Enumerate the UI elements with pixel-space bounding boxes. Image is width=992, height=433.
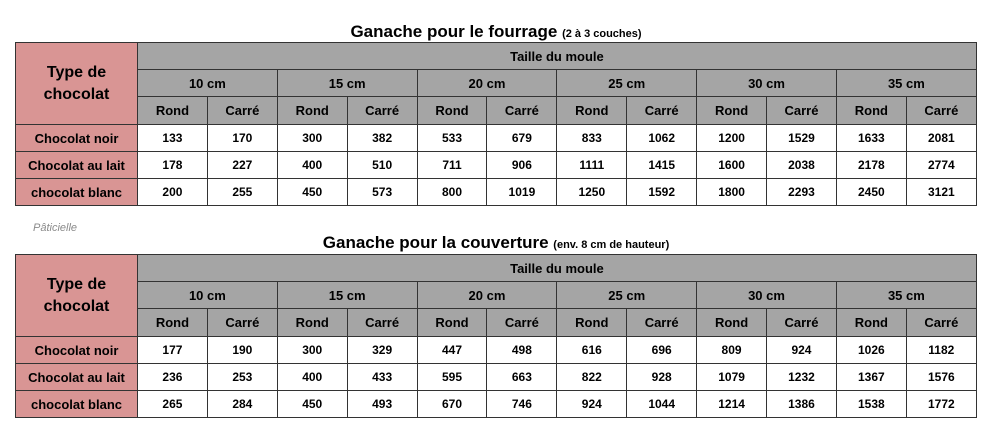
size-header-cell: 30 cm <box>697 70 837 97</box>
shape-header-cell: Carré <box>627 97 697 125</box>
shape-header-cell: Rond <box>557 97 627 125</box>
value-cell: 284 <box>207 391 277 418</box>
value-cell: 3121 <box>906 179 976 206</box>
row-label-cell: chocolat blanc <box>16 391 138 418</box>
row-label-cell: Chocolat noir <box>16 125 138 152</box>
value-cell: 498 <box>487 337 557 364</box>
value-cell: 1576 <box>906 364 976 391</box>
type-header-line1: Type de <box>46 63 107 81</box>
shape-header-cell: Rond <box>417 97 487 125</box>
size-header-cell: 15 cm <box>277 282 417 309</box>
shape-header-cell: Rond <box>277 309 347 337</box>
value-cell: 510 <box>347 152 417 179</box>
value-cell: 2178 <box>836 152 906 179</box>
value-cell: 1062 <box>627 125 697 152</box>
value-cell: 190 <box>207 337 277 364</box>
group-header-cell: Taille du moule <box>138 43 977 70</box>
size-header-cell: 20 cm <box>417 70 557 97</box>
value-cell: 1633 <box>836 125 906 152</box>
shape-header-cell: Carré <box>347 97 417 125</box>
value-cell: 822 <box>557 364 627 391</box>
ganache-fourrage-table <box>15 42 977 206</box>
shape-header-cell: Carré <box>906 97 976 125</box>
shape-header-cell: Carré <box>347 309 417 337</box>
group-header-cell: Taille du moule <box>138 255 977 282</box>
title-text: Ganache pour le fourrage <box>350 22 558 41</box>
value-cell: 300 <box>277 337 347 364</box>
size-header-cell: 30 cm <box>697 282 837 309</box>
size-header-cell: 10 cm <box>138 70 278 97</box>
size-header-cell: 35 cm <box>836 282 976 309</box>
value-cell: 1800 <box>697 179 767 206</box>
type-header-line2: chocolat <box>43 85 110 103</box>
shape-header-cell: Carré <box>207 97 277 125</box>
value-cell: 300 <box>277 125 347 152</box>
shape-header-cell: Carré <box>487 97 557 125</box>
value-cell: 928 <box>627 364 697 391</box>
value-cell: 1538 <box>836 391 906 418</box>
shape-header-cell: Carré <box>207 309 277 337</box>
value-cell: 1772 <box>906 391 976 418</box>
size-header-cell: 25 cm <box>557 282 697 309</box>
table-title-fourrage <box>0 22 992 42</box>
value-cell: 2450 <box>836 179 906 206</box>
value-cell: 663 <box>487 364 557 391</box>
watermark-text: Pâticielle <box>33 222 78 234</box>
value-cell: 1592 <box>627 179 697 206</box>
value-cell: 1600 <box>697 152 767 179</box>
value-cell: 1415 <box>627 152 697 179</box>
value-cell: 1019 <box>487 179 557 206</box>
size-header-cell: 15 cm <box>277 70 417 97</box>
shape-header-cell: Rond <box>277 97 347 125</box>
value-cell: 200 <box>138 179 208 206</box>
value-cell: 2774 <box>906 152 976 179</box>
shape-header-cell: Rond <box>697 309 767 337</box>
shape-header-cell: Rond <box>417 309 487 337</box>
row-label-cell: Chocolat au lait <box>16 152 138 179</box>
value-cell: 450 <box>277 179 347 206</box>
value-cell: 679 <box>487 125 557 152</box>
value-cell: 450 <box>277 391 347 418</box>
value-cell: 2081 <box>906 125 976 152</box>
value-cell: 1367 <box>836 364 906 391</box>
value-cell: 433 <box>347 364 417 391</box>
shape-header-cell: Rond <box>557 309 627 337</box>
value-cell: 1232 <box>767 364 837 391</box>
value-cell: 616 <box>557 337 627 364</box>
shape-header-cell: Carré <box>767 309 837 337</box>
table-row <box>16 152 977 179</box>
value-cell: 177 <box>138 337 208 364</box>
value-cell: 265 <box>138 391 208 418</box>
value-cell: 573 <box>347 179 417 206</box>
table-row <box>16 364 977 391</box>
value-cell: 1386 <box>767 391 837 418</box>
value-cell: 329 <box>347 337 417 364</box>
value-cell: 711 <box>417 152 487 179</box>
shape-header-cell: Rond <box>836 97 906 125</box>
title-subtitle: (2 à 3 couches) <box>562 28 642 40</box>
size-header-cell: 25 cm <box>557 70 697 97</box>
shape-header-cell: Rond <box>697 97 767 125</box>
shape-header-cell: Rond <box>138 309 208 337</box>
value-cell: 746 <box>487 391 557 418</box>
row-label-cell: Chocolat au lait <box>16 364 138 391</box>
shape-header-cell: Carré <box>767 97 837 125</box>
value-cell: 696 <box>627 337 697 364</box>
value-cell: 493 <box>347 391 417 418</box>
value-cell: 595 <box>417 364 487 391</box>
value-cell: 670 <box>417 391 487 418</box>
value-cell: 1250 <box>557 179 627 206</box>
value-cell: 227 <box>207 152 277 179</box>
table-title-couverture <box>0 233 992 253</box>
value-cell: 133 <box>138 125 208 152</box>
value-cell: 833 <box>557 125 627 152</box>
value-cell: 1079 <box>697 364 767 391</box>
ganache-couverture-table <box>15 254 977 418</box>
value-cell: 255 <box>207 179 277 206</box>
value-cell: 809 <box>697 337 767 364</box>
value-cell: 236 <box>138 364 208 391</box>
value-cell: 382 <box>347 125 417 152</box>
shape-header-cell: Rond <box>138 97 208 125</box>
value-cell: 400 <box>277 152 347 179</box>
value-cell: 2038 <box>767 152 837 179</box>
value-cell: 1214 <box>697 391 767 418</box>
type-header-cell <box>16 255 138 337</box>
type-header-line1: Type de <box>46 275 107 293</box>
type-header-line2: chocolat <box>43 297 110 315</box>
value-cell: 1044 <box>627 391 697 418</box>
type-header-cell <box>16 43 138 125</box>
value-cell: 253 <box>207 364 277 391</box>
value-cell: 178 <box>138 152 208 179</box>
value-cell: 1026 <box>836 337 906 364</box>
size-header-cell: 20 cm <box>417 282 557 309</box>
row-label-cell: chocolat blanc <box>16 179 138 206</box>
table-row <box>16 179 977 206</box>
value-cell: 1529 <box>767 125 837 152</box>
shape-header-cell: Carré <box>906 309 976 337</box>
value-cell: 1182 <box>906 337 976 364</box>
value-cell: 924 <box>767 337 837 364</box>
value-cell: 447 <box>417 337 487 364</box>
table-row <box>16 125 977 152</box>
title-text: Ganache pour la couverture <box>322 233 549 252</box>
value-cell: 924 <box>557 391 627 418</box>
size-header-cell: 10 cm <box>138 282 278 309</box>
row-label-cell: Chocolat noir <box>16 337 138 364</box>
value-cell: 533 <box>417 125 487 152</box>
shape-header-cell: Carré <box>627 309 697 337</box>
value-cell: 906 <box>487 152 557 179</box>
shape-header-cell: Rond <box>836 309 906 337</box>
table-row <box>16 337 977 364</box>
value-cell: 2293 <box>767 179 837 206</box>
value-cell: 400 <box>277 364 347 391</box>
shape-header-cell: Carré <box>487 309 557 337</box>
value-cell: 170 <box>207 125 277 152</box>
title-subtitle: (env. 8 cm de hauteur) <box>553 239 670 251</box>
value-cell: 1111 <box>557 152 627 179</box>
value-cell: 1200 <box>697 125 767 152</box>
size-header-cell: 35 cm <box>836 70 976 97</box>
value-cell: 800 <box>417 179 487 206</box>
table-row <box>16 391 977 418</box>
